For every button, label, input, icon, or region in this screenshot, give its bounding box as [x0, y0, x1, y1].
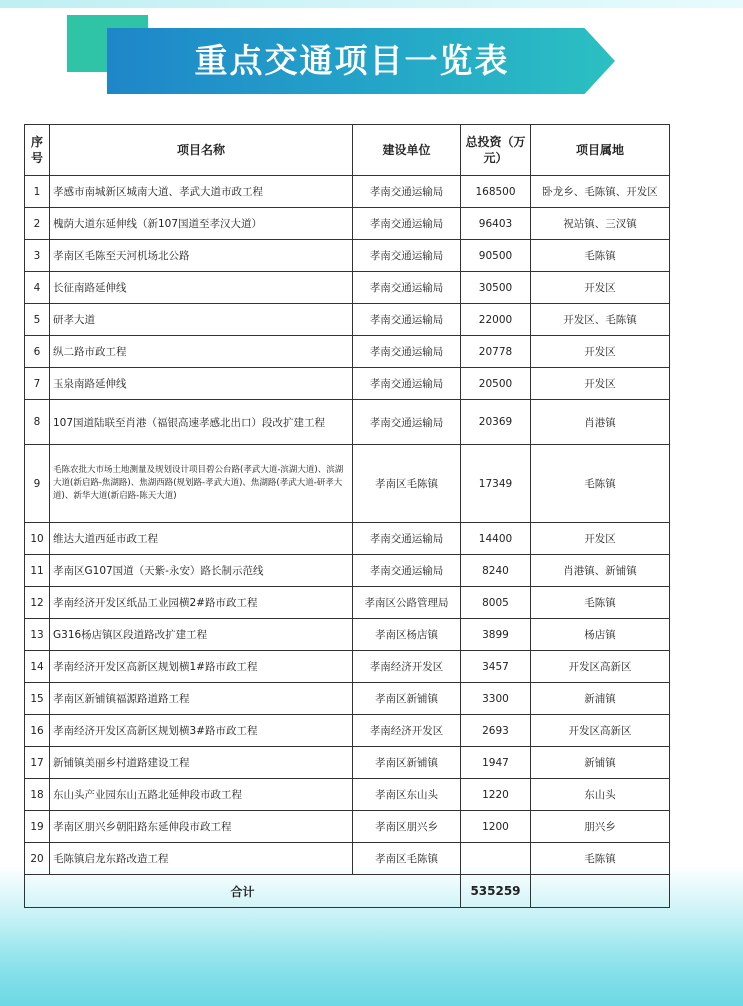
- total-investment: 20500: [461, 368, 531, 400]
- table-row: [25, 555, 670, 587]
- row-number: 6: [25, 336, 50, 368]
- table-row: [25, 715, 670, 747]
- construction-unit: 孝南交通运输局: [353, 304, 461, 336]
- row-number: 8: [25, 400, 50, 445]
- project-name: 长征南路延伸线: [50, 272, 353, 304]
- table-row: [25, 619, 670, 651]
- row-number: 1: [25, 176, 50, 208]
- table-row: [25, 523, 670, 555]
- header-location: 项目属地: [531, 125, 670, 176]
- table-row: [25, 811, 670, 843]
- project-location: 肖港镇、新铺镇: [531, 555, 670, 587]
- total-empty-cell: [531, 875, 670, 908]
- project-name: 孝南经济开发区高新区规划横3#路市政工程: [50, 715, 353, 747]
- construction-unit: 孝南区毛陈镇: [353, 843, 461, 875]
- total-investment: 14400: [461, 523, 531, 555]
- header-investment: 总投资（万元）: [461, 125, 531, 176]
- total-investment: 168500: [461, 176, 531, 208]
- project-name: 107国道陆联至肖港（福银高速孝感北出口）段改扩建工程: [50, 400, 353, 445]
- project-name: 孝南区新铺镇福源路道路工程: [50, 683, 353, 715]
- row-number: 15: [25, 683, 50, 715]
- total-label: 合计: [25, 875, 461, 908]
- construction-unit: 孝南区朋兴乡: [353, 811, 461, 843]
- project-location: 卧龙乡、毛陈镇、开发区: [531, 176, 670, 208]
- construction-unit: 孝南交通运输局: [353, 176, 461, 208]
- row-number: 3: [25, 240, 50, 272]
- construction-unit: 孝南交通运输局: [353, 240, 461, 272]
- table-row: [25, 843, 670, 875]
- project-name: 研孝大道: [50, 304, 353, 336]
- project-location: 开发区高新区: [531, 651, 670, 683]
- project-name: 槐荫大道东延伸线（新107国道至孝汉大道）: [50, 208, 353, 240]
- total-investment: 1200: [461, 811, 531, 843]
- project-name: 纵二路市政工程: [50, 336, 353, 368]
- total-investment: 2693: [461, 715, 531, 747]
- construction-unit: 孝南区杨店镇: [353, 619, 461, 651]
- table-row: [25, 587, 670, 619]
- page-title: 重点交通项目一览表: [194, 41, 510, 80]
- table-row: [25, 779, 670, 811]
- table-row: [25, 336, 670, 368]
- project-location: 新铺镇: [531, 747, 670, 779]
- table-row: [25, 208, 670, 240]
- construction-unit: 孝南交通运输局: [353, 523, 461, 555]
- row-number: 12: [25, 587, 50, 619]
- total-investment: 20778: [461, 336, 531, 368]
- construction-unit: 孝南交通运输局: [353, 368, 461, 400]
- total-investment: 22000: [461, 304, 531, 336]
- row-number: 14: [25, 651, 50, 683]
- project-location: 新浦镇: [531, 683, 670, 715]
- total-row: [25, 875, 670, 908]
- project-table: [24, 124, 670, 908]
- construction-unit: 孝南交通运输局: [353, 400, 461, 445]
- row-number: 18: [25, 779, 50, 811]
- row-number: 17: [25, 747, 50, 779]
- total-investment: 3457: [461, 651, 531, 683]
- construction-unit: 孝南交通运输局: [353, 336, 461, 368]
- construction-unit: 孝南区新铺镇: [353, 683, 461, 715]
- project-name: 维达大道西延市政工程: [50, 523, 353, 555]
- project-location: 祝站镇、三汊镇: [531, 208, 670, 240]
- row-number: 16: [25, 715, 50, 747]
- construction-unit: 孝南区毛陈镇: [353, 445, 461, 523]
- total-investment: 90500: [461, 240, 531, 272]
- total-investment: 8005: [461, 587, 531, 619]
- row-number: 13: [25, 619, 50, 651]
- construction-unit: 孝南交通运输局: [353, 555, 461, 587]
- bottom-decoration: [0, 926, 743, 1006]
- project-location: 肖港镇: [531, 400, 670, 445]
- total-investment: 17349: [461, 445, 531, 523]
- table-row: [25, 400, 670, 445]
- project-name: 新铺镇美丽乡村道路建设工程: [50, 747, 353, 779]
- project-location: 毛陈镇: [531, 843, 670, 875]
- row-number: 4: [25, 272, 50, 304]
- table-row: [25, 240, 670, 272]
- row-number: 5: [25, 304, 50, 336]
- project-name: 玉泉南路延伸线: [50, 368, 353, 400]
- construction-unit: 孝南经济开发区: [353, 715, 461, 747]
- project-location: 开发区: [531, 336, 670, 368]
- header-name: 项目名称: [50, 125, 353, 176]
- total-investment: 1220: [461, 779, 531, 811]
- total-value: 535259: [461, 875, 531, 908]
- project-location: 开发区高新区: [531, 715, 670, 747]
- project-name: 毛陈农批大市场土地测量及规划设计项目碧公台路(孝武大道-滨湖大道)、滨湖大道(新启路-焦湖路)、焦湖西路(规划路-孝武大道)、焦湖路(孝武大道-研孝大道)、新华大道(新启路-陈天大道): [50, 445, 353, 523]
- total-investment: [461, 843, 531, 875]
- project-location: 开发区、毛陈镇: [531, 304, 670, 336]
- top-decoration: [0, 0, 743, 8]
- row-number: 9: [25, 445, 50, 523]
- project-location: 开发区: [531, 523, 670, 555]
- project-location: 毛陈镇: [531, 240, 670, 272]
- table-row: [25, 651, 670, 683]
- project-name: 孝感市南城新区城南大道、孝武大道市政工程: [50, 176, 353, 208]
- project-name: 孝南经济开发区纸品工业园横2#路市政工程: [50, 587, 353, 619]
- construction-unit: 孝南交通运输局: [353, 208, 461, 240]
- project-location: 杨店镇: [531, 619, 670, 651]
- project-name: G316杨店镇区段道路改扩建工程: [50, 619, 353, 651]
- construction-unit: 孝南经济开发区: [353, 651, 461, 683]
- table-row: [25, 176, 670, 208]
- project-name: 孝南区毛陈至天河机场北公路: [50, 240, 353, 272]
- table-row: [25, 272, 670, 304]
- table-row: [25, 683, 670, 715]
- project-location: 东山头: [531, 779, 670, 811]
- project-location: 开发区: [531, 272, 670, 304]
- project-table-container: [24, 124, 669, 908]
- project-location: 朋兴乡: [531, 811, 670, 843]
- total-investment: 3899: [461, 619, 531, 651]
- table-row: [25, 445, 670, 523]
- total-investment: 30500: [461, 272, 531, 304]
- header-unit: 建设单位: [353, 125, 461, 176]
- construction-unit: 孝南交通运输局: [353, 272, 461, 304]
- table-row: [25, 304, 670, 336]
- total-investment: 96403: [461, 208, 531, 240]
- header-no: 序号: [25, 125, 50, 176]
- table-row: [25, 368, 670, 400]
- construction-unit: 孝南区公路管理局: [353, 587, 461, 619]
- project-location: 毛陈镇: [531, 445, 670, 523]
- project-location: 毛陈镇: [531, 587, 670, 619]
- row-number: 10: [25, 523, 50, 555]
- project-location: 开发区: [531, 368, 670, 400]
- row-number: 19: [25, 811, 50, 843]
- project-name: 孝南经济开发区高新区规划横1#路市政工程: [50, 651, 353, 683]
- construction-unit: 孝南区东山头: [353, 779, 461, 811]
- total-investment: 1947: [461, 747, 531, 779]
- table-body: [25, 176, 670, 875]
- total-investment: 20369: [461, 400, 531, 445]
- construction-unit: 孝南区新铺镇: [353, 747, 461, 779]
- row-number: 20: [25, 843, 50, 875]
- total-investment: 3300: [461, 683, 531, 715]
- project-name: 孝南区朋兴乡朝阳路东延伸段市政工程: [50, 811, 353, 843]
- row-number: 7: [25, 368, 50, 400]
- project-name: 东山头产业园东山五路北延伸段市政工程: [50, 779, 353, 811]
- table-row: [25, 747, 670, 779]
- row-number: 11: [25, 555, 50, 587]
- row-number: 2: [25, 208, 50, 240]
- project-name: 孝南区G107国道（天紫-永安）路长制示范线: [50, 555, 353, 587]
- project-name: 毛陈镇启龙东路改造工程: [50, 843, 353, 875]
- total-investment: 8240: [461, 555, 531, 587]
